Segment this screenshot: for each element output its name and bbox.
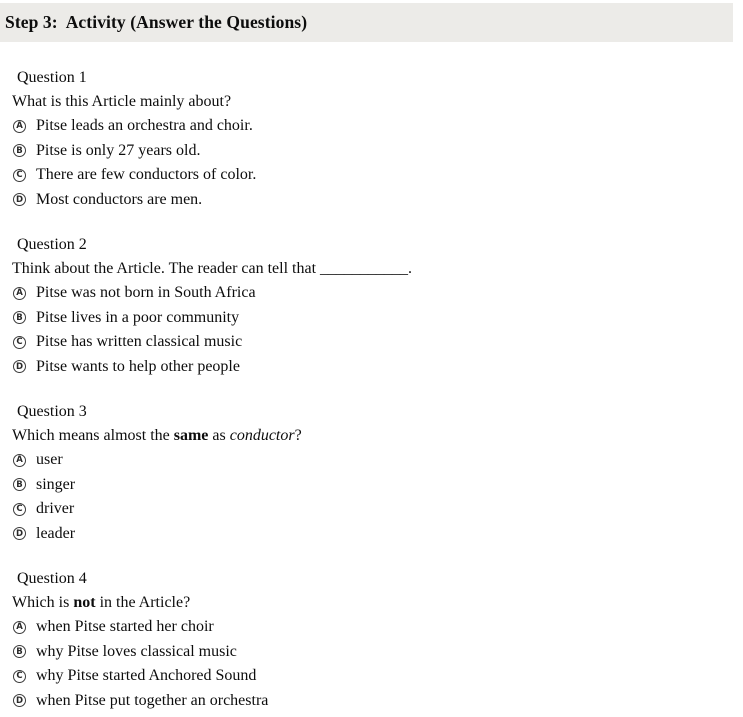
answer-option[interactable]	[0, 188, 743, 213]
prompt-segment: as	[208, 427, 230, 444]
question-label: Question 3	[17, 403, 87, 420]
question-prompt	[12, 90, 743, 114]
option-letter-circle[interactable]: C	[13, 503, 26, 516]
answer-option[interactable]	[0, 306, 743, 331]
option-text: Pitse is only 27 years old.	[36, 141, 201, 159]
prompt-segment: conductor	[229, 427, 295, 444]
option-text: There are few conductors of color.	[36, 166, 257, 184]
option-letter-circle[interactable]: A	[13, 621, 26, 634]
question-block	[0, 567, 743, 713]
question-label: Question 2	[17, 236, 87, 253]
option-text: Pitse wants to help other people	[36, 357, 240, 375]
option-text: user	[36, 451, 63, 469]
option-letter-circle[interactable]: D	[13, 360, 26, 373]
prompt-segment: What is this Article mainly about?	[12, 93, 232, 110]
prompt-segment: Which means almost the	[12, 427, 174, 444]
answer-option[interactable]	[0, 497, 743, 522]
option-letter-circle[interactable]: C	[13, 336, 26, 349]
option-text: when Pitse started her choir	[36, 618, 214, 636]
option-text: why Pitse loves classical music	[36, 642, 237, 660]
option-letter-circle[interactable]: A	[13, 120, 26, 133]
question-options	[0, 281, 743, 379]
prompt-segment: Which is	[12, 594, 74, 611]
answer-option[interactable]	[0, 114, 743, 139]
option-text: Most conductors are men.	[36, 190, 203, 208]
question-options	[0, 615, 743, 713]
option-letter-circle[interactable]: B	[13, 144, 26, 157]
option-text: why Pitse started Anchored Sound	[36, 667, 257, 685]
answer-option[interactable]	[0, 640, 743, 665]
option-letter-circle[interactable]: C	[13, 169, 26, 182]
prompt-segment: in the Article?	[95, 594, 191, 611]
option-letter-circle[interactable]: D	[13, 527, 26, 540]
answer-option[interactable]	[0, 330, 743, 355]
option-text: leader	[36, 524, 76, 542]
prompt-segment: Think about the Article. The reader can tell that ___________.	[12, 260, 413, 277]
answer-option[interactable]	[0, 615, 743, 640]
question-block	[0, 233, 743, 379]
answer-option[interactable]	[0, 664, 743, 689]
question-prompt	[12, 257, 743, 281]
answer-option[interactable]	[0, 689, 743, 714]
question-prompt	[12, 424, 743, 448]
question-block	[0, 400, 743, 546]
option-text: when Pitse put together an orchestra	[36, 691, 269, 709]
question-label: Question 1	[17, 69, 87, 86]
option-letter-circle[interactable]: B	[13, 478, 26, 491]
option-letter-circle[interactable]: C	[13, 670, 26, 683]
answer-option[interactable]	[0, 139, 743, 164]
question-options	[0, 114, 743, 212]
question-label: Question 4	[17, 570, 87, 587]
answer-option[interactable]	[0, 355, 743, 380]
prompt-segment: not	[73, 594, 96, 611]
prompt-segment: ?	[294, 427, 302, 444]
option-letter-circle[interactable]: D	[13, 193, 26, 206]
step-header-title: Step 3: Activity (Answer the Questions)	[5, 12, 308, 32]
questions-container	[0, 42, 743, 713]
option-letter-circle[interactable]: D	[13, 694, 26, 707]
option-text: Pitse was not born in South Africa	[36, 284, 256, 302]
option-letter-circle[interactable]: B	[13, 311, 26, 324]
answer-option[interactable]	[0, 281, 743, 306]
answer-option[interactable]	[0, 448, 743, 473]
option-text: Pitse lives in a poor community	[36, 308, 240, 326]
question-block	[0, 66, 743, 212]
answer-option[interactable]	[0, 473, 743, 498]
step-header	[0, 3, 733, 42]
option-text: Pitse has written classical music	[36, 333, 243, 351]
option-letter-circle[interactable]: A	[13, 454, 26, 467]
option-letter-circle[interactable]: A	[13, 287, 26, 300]
answer-option[interactable]	[0, 163, 743, 188]
answer-option[interactable]	[0, 522, 743, 547]
question-prompt	[12, 591, 743, 615]
option-letter-circle[interactable]: B	[13, 645, 26, 658]
option-text: Pitse leads an orchestra and choir.	[36, 117, 253, 135]
option-text: singer	[36, 475, 76, 493]
question-options	[0, 448, 743, 546]
prompt-segment: same	[173, 427, 209, 444]
option-text: driver	[36, 500, 75, 518]
